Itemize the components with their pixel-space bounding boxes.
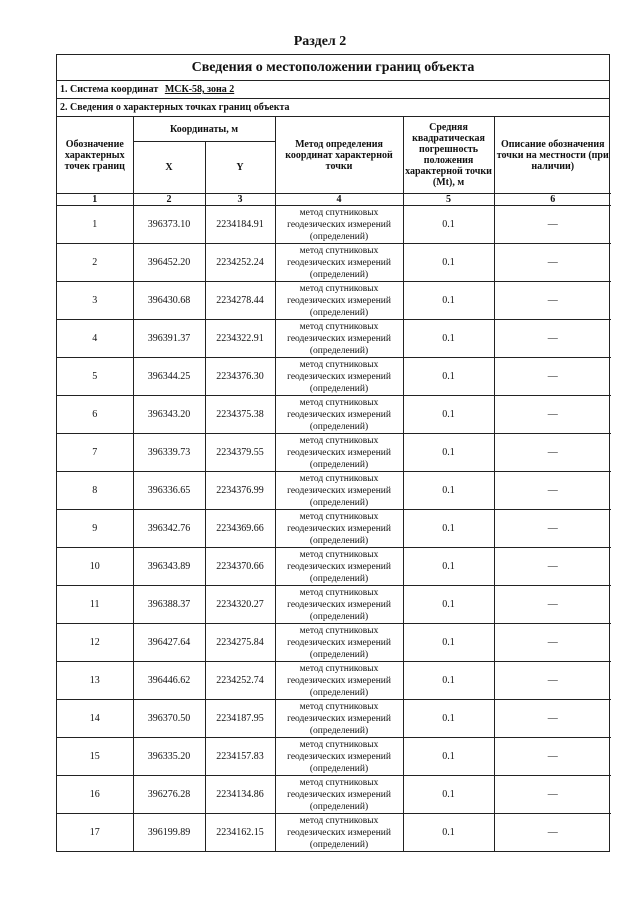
point-number-cell: 3 [57, 282, 133, 320]
x-coordinate-cell: 396370.50 [133, 700, 205, 738]
coord-system-value: МСК-58, зона 2 [164, 84, 235, 95]
column-number: 6 [494, 194, 611, 206]
table-row [57, 358, 611, 396]
accuracy-cell: 0.1 [403, 548, 494, 586]
description-cell: — [494, 738, 611, 776]
description-cell: — [494, 510, 611, 548]
point-number-cell: 11 [57, 586, 133, 624]
point-number-cell: 14 [57, 700, 133, 738]
table-row [57, 282, 611, 320]
accuracy-cell: 0.1 [403, 776, 494, 814]
method-cell: метод спутниковых геодезических измерений (определений) [275, 434, 403, 472]
header-description: Описание обозначения точки на местности (при наличии) [494, 117, 611, 194]
y-coordinate-cell: 2234376.30 [205, 358, 275, 396]
x-coordinate-cell: 396339.73 [133, 434, 205, 472]
column-numbers-row [57, 194, 611, 206]
method-cell: метод спутниковых геодезических измерений (определений) [275, 206, 403, 244]
description-cell: — [494, 624, 611, 662]
x-coordinate-cell: 396344.25 [133, 358, 205, 396]
point-number-cell: 12 [57, 624, 133, 662]
x-coordinate-cell: 396343.20 [133, 396, 205, 434]
table-row [57, 510, 611, 548]
table-row [57, 320, 611, 358]
method-cell: метод спутниковых геодезических измерений (определений) [275, 814, 403, 852]
table-row [57, 472, 611, 510]
x-coordinate-cell: 396373.10 [133, 206, 205, 244]
document-title: Сведения о местоположении границ объекта [57, 55, 609, 81]
table-row [57, 624, 611, 662]
x-coordinate-cell: 396343.89 [133, 548, 205, 586]
point-number-cell: 10 [57, 548, 133, 586]
point-number-cell: 1 [57, 206, 133, 244]
y-coordinate-cell: 2234134.86 [205, 776, 275, 814]
point-number-cell: 8 [57, 472, 133, 510]
point-number-cell: 6 [57, 396, 133, 434]
method-cell: метод спутниковых геодезических измерений (определений) [275, 358, 403, 396]
coord-system-row [57, 81, 609, 99]
accuracy-cell: 0.1 [403, 320, 494, 358]
point-number-cell: 7 [57, 434, 133, 472]
method-cell: метод спутниковых геодезических измерений (определений) [275, 472, 403, 510]
description-cell: — [494, 320, 611, 358]
points-table [57, 117, 611, 851]
y-coordinate-cell: 2234275.84 [205, 624, 275, 662]
table-row [57, 434, 611, 472]
header-accuracy: Средняя квадратическая погрешность положения характерной точки (Mt), м [403, 117, 494, 194]
column-number: 1 [57, 194, 133, 206]
method-cell: метод спутниковых геодезических измерений (определений) [275, 700, 403, 738]
accuracy-cell: 0.1 [403, 282, 494, 320]
accuracy-cell: 0.1 [403, 738, 494, 776]
y-coordinate-cell: 2234252.74 [205, 662, 275, 700]
y-coordinate-cell: 2234320.27 [205, 586, 275, 624]
points-heading: 2. Сведения о характерных точках границ объекта [57, 99, 609, 117]
point-number-cell: 5 [57, 358, 133, 396]
y-coordinate-cell: 2234370.66 [205, 548, 275, 586]
accuracy-cell: 0.1 [403, 700, 494, 738]
method-cell: метод спутниковых геодезических измерений (определений) [275, 320, 403, 358]
boundary-sheet [56, 54, 610, 852]
description-cell: — [494, 396, 611, 434]
x-coordinate-cell: 396335.20 [133, 738, 205, 776]
table-row [57, 586, 611, 624]
x-coordinate-cell: 396452.20 [133, 244, 205, 282]
y-coordinate-cell: 2234375.38 [205, 396, 275, 434]
header-method: Метод определения координат характерной точки [275, 117, 403, 194]
x-coordinate-cell: 396388.37 [133, 586, 205, 624]
point-number-cell: 13 [57, 662, 133, 700]
column-number: 2 [133, 194, 205, 206]
x-coordinate-cell: 396427.64 [133, 624, 205, 662]
method-cell: метод спутниковых геодезических измерений (определений) [275, 548, 403, 586]
y-coordinate-cell: 2234278.44 [205, 282, 275, 320]
table-row [57, 776, 611, 814]
coord-system-label: 1. Система координат [60, 84, 159, 95]
description-cell: — [494, 434, 611, 472]
method-cell: метод спутниковых геодезических измерений (определений) [275, 776, 403, 814]
point-number-cell: 4 [57, 320, 133, 358]
y-coordinate-cell: 2234369.66 [205, 510, 275, 548]
description-cell: — [494, 776, 611, 814]
description-cell: — [494, 472, 611, 510]
column-number: 3 [205, 194, 275, 206]
method-cell: метод спутниковых геодезических измерений (определений) [275, 738, 403, 776]
description-cell: — [494, 700, 611, 738]
accuracy-cell: 0.1 [403, 206, 494, 244]
accuracy-cell: 0.1 [403, 814, 494, 852]
accuracy-cell: 0.1 [403, 434, 494, 472]
accuracy-cell: 0.1 [403, 510, 494, 548]
accuracy-cell: 0.1 [403, 586, 494, 624]
point-number-cell: 17 [57, 814, 133, 852]
method-cell: метод спутниковых геодезических измерений (определений) [275, 624, 403, 662]
x-coordinate-cell: 396342.76 [133, 510, 205, 548]
y-coordinate-cell: 2234187.95 [205, 700, 275, 738]
y-coordinate-cell: 2234252.24 [205, 244, 275, 282]
method-cell: метод спутниковых геодезических измерений (определений) [275, 662, 403, 700]
point-number-cell: 9 [57, 510, 133, 548]
method-cell: метод спутниковых геодезических измерений (определений) [275, 510, 403, 548]
accuracy-cell: 0.1 [403, 472, 494, 510]
x-coordinate-cell: 396199.89 [133, 814, 205, 852]
accuracy-cell: 0.1 [403, 662, 494, 700]
x-coordinate-cell: 396430.68 [133, 282, 205, 320]
table-row [57, 662, 611, 700]
header-row-1 [57, 117, 611, 142]
point-number-cell: 2 [57, 244, 133, 282]
table-row [57, 700, 611, 738]
method-cell: метод спутниковых геодезических измерений (определений) [275, 586, 403, 624]
column-number: 5 [403, 194, 494, 206]
header-point: Обозначение характерных точек границ [57, 117, 133, 194]
point-number-cell: 16 [57, 776, 133, 814]
accuracy-cell: 0.1 [403, 358, 494, 396]
y-coordinate-cell: 2234322.91 [205, 320, 275, 358]
section-heading: Раздел 2 [293, 34, 347, 49]
table-row [57, 548, 611, 586]
accuracy-cell: 0.1 [403, 396, 494, 434]
description-cell: — [494, 244, 611, 282]
table-row [57, 244, 611, 282]
description-cell: — [494, 586, 611, 624]
description-cell: — [494, 206, 611, 244]
y-coordinate-cell: 2234162.15 [205, 814, 275, 852]
method-cell: метод спутниковых геодезических измерений (определений) [275, 244, 403, 282]
y-coordinate-cell: 2234379.55 [205, 434, 275, 472]
accuracy-cell: 0.1 [403, 624, 494, 662]
description-cell: — [494, 548, 611, 586]
x-coordinate-cell: 396276.28 [133, 776, 205, 814]
y-coordinate-cell: 2234376.99 [205, 472, 275, 510]
column-number: 4 [275, 194, 403, 206]
x-coordinate-cell: 396336.65 [133, 472, 205, 510]
x-coordinate-cell: 396391.37 [133, 320, 205, 358]
header-y: Y [205, 142, 275, 194]
table-row [57, 396, 611, 434]
description-cell: — [494, 662, 611, 700]
point-number-cell: 15 [57, 738, 133, 776]
table-row [57, 738, 611, 776]
accuracy-cell: 0.1 [403, 244, 494, 282]
x-coordinate-cell: 396446.62 [133, 662, 205, 700]
method-cell: метод спутниковых геодезических измерений (определений) [275, 282, 403, 320]
y-coordinate-cell: 2234184.91 [205, 206, 275, 244]
header-x: X [133, 142, 205, 194]
description-cell: — [494, 814, 611, 852]
method-cell: метод спутниковых геодезических измерений (определений) [275, 396, 403, 434]
description-cell: — [494, 358, 611, 396]
table-row [57, 206, 611, 244]
y-coordinate-cell: 2234157.83 [205, 738, 275, 776]
header-coords: Координаты, м [133, 117, 275, 142]
description-cell: — [494, 282, 611, 320]
table-row [57, 814, 611, 852]
